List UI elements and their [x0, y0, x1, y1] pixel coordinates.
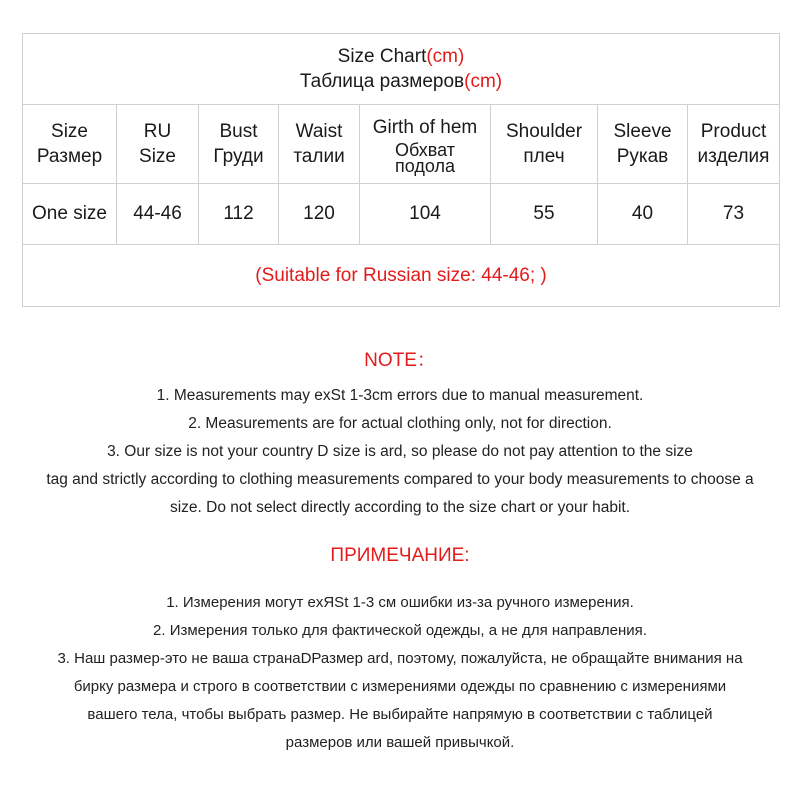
header-row [23, 105, 780, 184]
chart-title [23, 34, 780, 105]
note-line: 1. Measurements may exSt 1-3cm errors due to manual measurement. [156, 387, 644, 404]
header-size: Size Размер [23, 105, 117, 184]
note-ru-line: 2. Измерения только для фактической одежды, а не для направления. [153, 622, 647, 639]
header-sleeve: Sleeve Рукав [598, 105, 688, 184]
note-title: NOTE： [364, 350, 436, 371]
cell-size: One size [23, 184, 117, 245]
header-shoulder: Shoulder плеч [491, 105, 598, 184]
header-hem: Girth of hem Обхват подола [360, 105, 491, 184]
note-ru-line: вашего тела, чтобы выбрать размер. Не выбирайте напрямую в соответствии с таблицей [87, 706, 713, 723]
chart-title-en: Size Chart(cm) [337, 46, 465, 67]
table-row [23, 184, 780, 245]
cell-hem: 104 [360, 184, 491, 245]
cell-ru-size: 44-46 [117, 184, 199, 245]
note-line: 3. Our size is not your country D size is ard, so please do not pay attention to the size [107, 443, 693, 460]
header-bust: Bust Груди [199, 105, 279, 184]
header-ru-size: RU Size [117, 105, 199, 184]
note-line: tag and strictly according to clothing measurements compared to your body measurements to choose a [46, 471, 754, 488]
header-waist: Waist талии [279, 105, 360, 184]
note-ru-body [20, 589, 780, 757]
note-ru-line: 3. Наш размер-это не ваша странаDРазмер ard, поэтому, пожалуйста, не обращайте внимания на [57, 650, 743, 667]
cell-waist: 120 [279, 184, 360, 245]
cell-sleeve: 40 [598, 184, 688, 245]
chart-title-ru: Таблица размеров(cm) [299, 71, 503, 92]
note-ru-line: бирку размера и строго в соответствии с измерениями одежды по сравнению с измерениями [73, 678, 727, 695]
note-line: size. Do not select directly according to the size chart or your habit. [169, 499, 631, 516]
note-ru-title: ПРИМЕЧАНИЕ: [330, 545, 470, 566]
note-line: 2. Measurements are for actual clothing only, not for direction. [188, 415, 612, 432]
size-chart-table [22, 33, 780, 307]
cell-product: 73 [688, 184, 780, 245]
header-product: Product изделия [688, 105, 780, 184]
cell-bust: 112 [199, 184, 279, 245]
suitable-note: (Suitable for Russian size: 44-46; ) [23, 245, 780, 307]
note-body [30, 382, 770, 522]
cell-shoulder: 55 [491, 184, 598, 245]
note-ru-line: размеров или вашей привычкой. [285, 734, 515, 751]
note-ru-line: 1. Измерения могут exЯSt 1-3 см ошибки из-за ручного измерения. [166, 594, 634, 611]
